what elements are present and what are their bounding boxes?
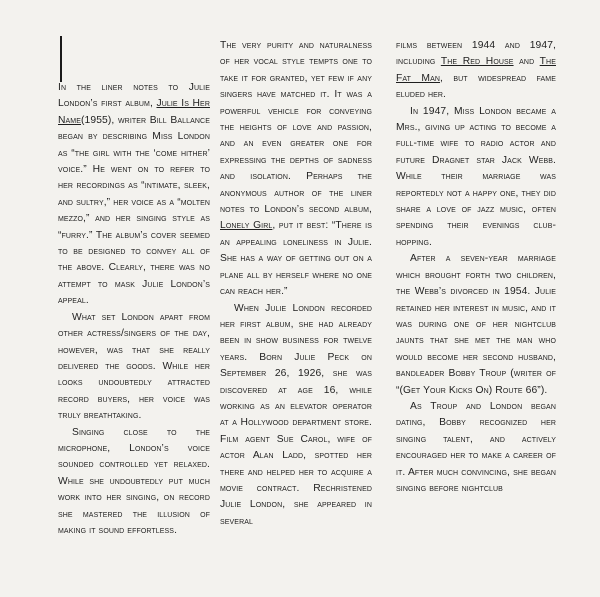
drop-cap-rule	[60, 36, 62, 82]
paragraph	[396, 104, 556, 252]
text-run: In 1947, Miss London became a Mrs., giving up acting to become a full-time wife to radio actor and future Dragnet star Jack Webb. While their marriage was reportedly not a happy one, they did share a love of jazz music, often spending their evenings club-hopping.	[396, 105, 556, 248]
title-reference: The Fat Man	[396, 56, 556, 84]
text-run: , but widespread fame eluded her.	[396, 72, 556, 101]
text-run: , put it best: “There is an appealing loneliness in Julie. She has a way of getting out on a plane all by herself where no one can reach her.”	[220, 220, 372, 298]
paragraph	[58, 425, 210, 540]
paragraph	[396, 251, 556, 399]
text-run: (1955), writer Bill Ballance began by describing Miss London as “the girl with the ‘come hither’ voice.” He went on to refer to her recordings as “intimate, sleek, and sultry,” her voice as a “molten mezzo,” and her singing style as “furry.” The album’s cover seemed to be designed to convey all of the above. Clearly, there was no attempt to mask Julie London’s appeal.	[58, 114, 210, 307]
column-2	[220, 38, 372, 530]
text-run: and	[513, 56, 540, 68]
title-reference: Julie Is Her Name	[58, 98, 210, 126]
title-reference: Lonely Girl	[220, 220, 273, 232]
text-run: When Julie London recorded her first album, she had already been in show business for twelve years. Born Julie Peck on September 26, 1926, she was discovered at age 16, while working as an elevator operator at a Hollywood department store. Film agent Sue Carol, wife of actor Alan Ladd, spotted her there and helped her to acquire a movie contract. Rechristened Julie London, she appeared in several	[220, 302, 372, 527]
column-1	[58, 80, 210, 539]
paragraph	[396, 38, 556, 104]
text-run: In the liner notes to Julie London’s first album,	[58, 82, 210, 110]
paragraph	[220, 301, 372, 531]
text-run: films between 1944 and 1947, including	[396, 40, 556, 68]
paragraph	[58, 80, 210, 310]
text-run: After a seven-year marriage which brought forth two children, the Webb’s divorced in 1954. Julie retained her interest in music, and it was during one of her nightclub jaunts that she met the man who would become her second husband, bandleader Bobby Troup (writer of “(Get Your Kicks On) Route 66”).	[396, 253, 556, 396]
text-run: As Troup and London began dating, Bobby recognized her singing talent, and actively encouraged her to make a career of it. After much convincing, she began singing before nightclub	[396, 400, 556, 494]
column-3	[396, 38, 556, 497]
text-run: The very purity and naturalness of her vocal style tempts one to take it for granted, yet few if any singers have matched it. It was a powerful vehicle for conveying the heights of love and passion, and an even greater one for expressing the depths of sadness and isolation. Perhaps the anonymous author of the liner notes to London’s second album,	[220, 40, 372, 216]
text-run: Singing close to the microphone, London’s voice sounded controlled yet relaxed. While she undoubtedly put much work into her singing, on record she mastered the illusion of making it sound effortless.	[58, 426, 210, 536]
text-run: What set London apart from other actress/singers of the day, however, was that she really delivered the goods. While her looks undoubtedly attracted record buyers, her voice was truly breathtaking.	[58, 311, 210, 422]
paragraph	[58, 310, 210, 425]
paragraph	[396, 399, 556, 497]
paragraph	[220, 38, 372, 301]
title-reference: The Red House	[440, 56, 514, 68]
